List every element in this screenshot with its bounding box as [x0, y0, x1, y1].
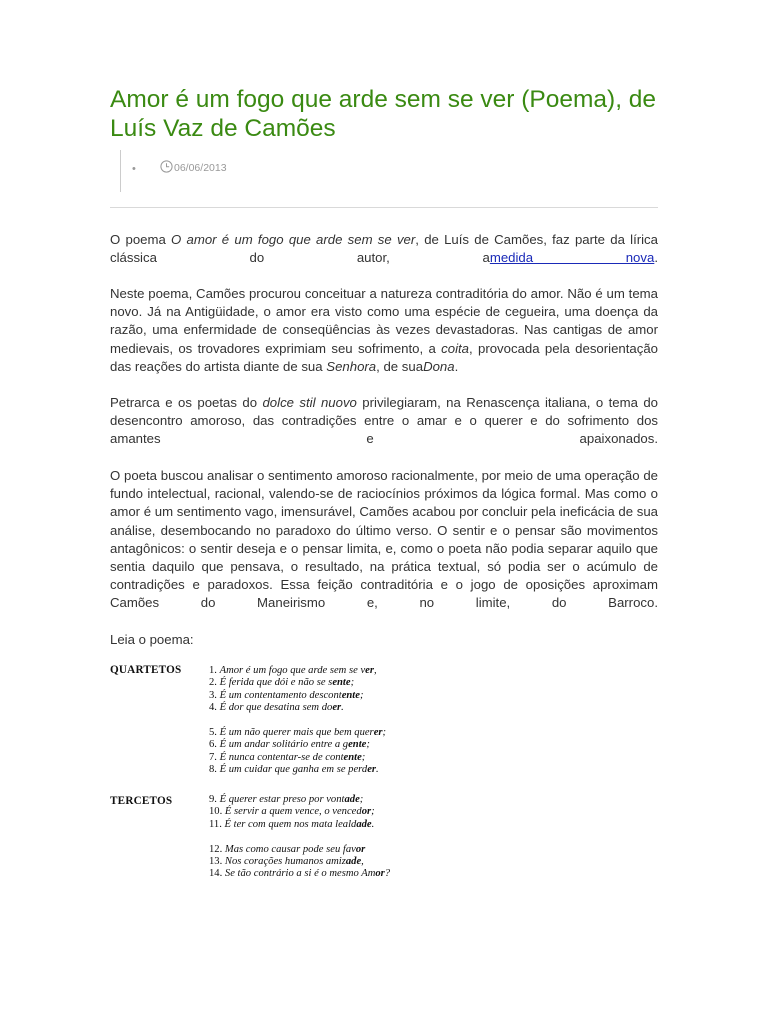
header-divider — [110, 207, 658, 208]
poem-line: 14. Se tão contrário a si é o mesmo Amor? — [209, 868, 391, 880]
term-dona: Dona — [423, 358, 455, 374]
poem-line: 13. Nos corações humanos amizade, — [209, 856, 364, 868]
quartetos-verses — [209, 665, 386, 777]
poem-line: 9. É querer estar preso por vontade; — [209, 794, 364, 805]
text: , de Luís de Camões, faz parte da lírica clássica do autor, a — [110, 232, 658, 266]
stanza-gap — [209, 715, 386, 727]
meta-bullet: • — [132, 163, 136, 175]
poem-line: 1. Amor é um fogo que arde sem se ver, — [209, 665, 377, 676]
paragraph-4: O poeta buscou analisar o sentimento amoroso racionalmente, por meio de uma operação de fundo intelectual, racional, valendo-se de raciocínios próximos da lógica formal. Mas como o amor é um sentimento vago, imensurável, Camões acabou por concluir pela ineficácia de sua análise, desembocando no paradoxo do último verso. O sentir e o pensar são movimentos antagônicos: o sentir deseja e o pensar limita, e, como o poeta não podia separar aquilo que sentia daquilo que pensava, o resultado, na prática textual, só podia ser o acúmulo de contradições e paradoxos. Essa feição contraditória e o jogo de oposições aproximam Camões do Maneirismo e, no limite, do Barroco. — [110, 468, 658, 611]
poem-line: 4. É dor que desatina sem doer. — [209, 702, 344, 714]
article-title: Amor é um fogo que arde sem se ver (Poema), de Luís Vaz de Camões — [110, 86, 657, 142]
paragraph-3 — [110, 394, 658, 449]
term-coita: coita — [441, 340, 470, 356]
text: privilegiaram, na Renascença italiana, o tema do desencontro amoroso, das contradições entre o amar e o querer e do sofrimento dos amantes e apaixonados. — [110, 395, 658, 447]
term-senhora: Senhora — [326, 358, 377, 374]
poem-line: 3. É um contentamento descontente; — [209, 689, 364, 701]
text: O poema — [110, 232, 172, 247]
paragraph-5: Leia o poema: — [110, 632, 194, 647]
poem-line: 5. É um não querer mais que bem querer; — [209, 727, 387, 739]
poem-title-italic: O amor é um fogo que arde sem se ver — [171, 232, 416, 247]
clock-icon — [160, 160, 173, 173]
poem-line: 8. É um cuidar que ganha em se perder. — [209, 764, 379, 776]
tercetos-verses — [209, 794, 390, 881]
text: , de sua — [376, 358, 424, 374]
poem-line: 12. Mas como causar pode seu favor — [209, 843, 366, 855]
quartetos-label: QUARTETOS — [110, 664, 182, 676]
meta-divider — [120, 150, 121, 192]
paragraph-2 — [110, 285, 658, 376]
poem-line: 6. É um andar solitário entre a gente; — [209, 739, 370, 751]
text: . — [654, 250, 658, 266]
poem-line: 2. É ferida que dói e não se sente; — [209, 677, 355, 689]
post-date — [160, 160, 227, 174]
post-date-text: 06/06/2013 — [174, 162, 227, 174]
term-dolce-stil-nuovo: dolce stil nuovo — [262, 395, 357, 410]
stanza-gap — [209, 831, 390, 843]
poem-line: 10. É servir a quem vence, o vencedor; — [209, 806, 375, 818]
text: , provocada pela desorientação das reações do artista diante de sua — [110, 340, 658, 374]
intro-paragraph — [110, 231, 658, 267]
text: . — [454, 358, 459, 374]
medida-nova-link[interactable]: medida nova — [489, 250, 655, 266]
text: Neste poema, Camões procurou conceituar a natureza contraditória do amor. Não é um tema novo. Já na Antigüidade, o amor era visto como uma espécie de cegueira, uma doença da razão, uma enfermidade de conseqüências às vezes devastadoras. Nas cantigas de amor medievais, os trovadores exprimiam seu sofrimento, a — [110, 286, 658, 356]
tercetos-label: TERCETOS — [110, 795, 173, 807]
poem-line: 7. É nunca contentar-se de contente; — [209, 751, 366, 763]
text: Petrarca e os poetas do — [110, 395, 263, 410]
poem-line: 11. É ter com quem nos mata lealdade. — [209, 818, 375, 830]
